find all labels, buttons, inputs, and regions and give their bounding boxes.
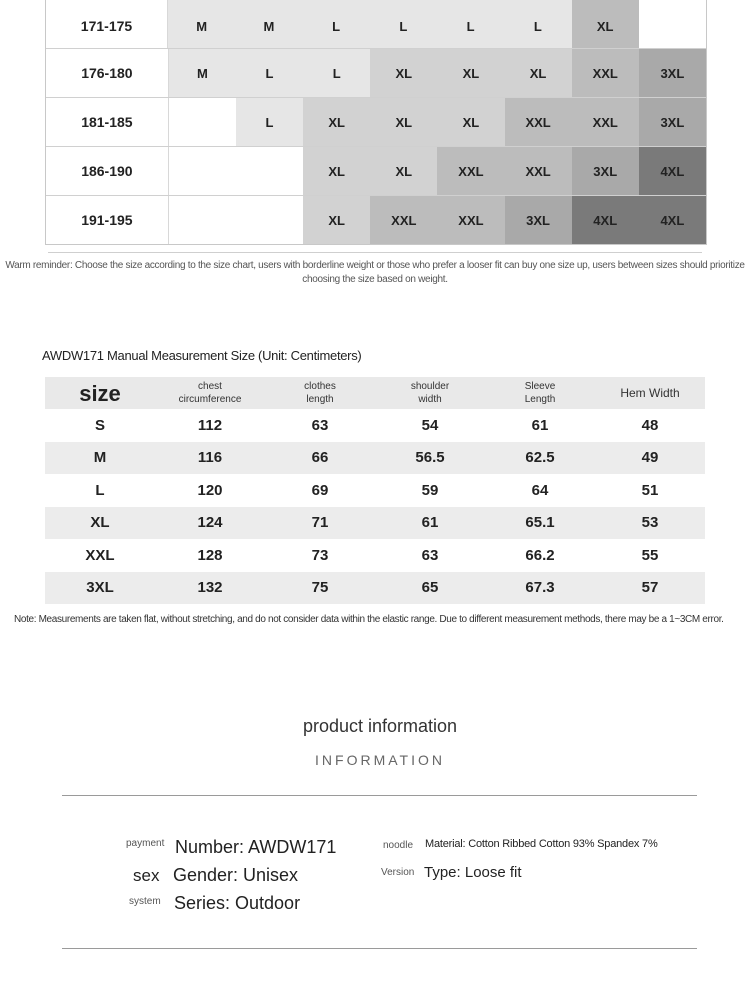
size-grid-cell: XXL — [370, 196, 437, 244]
measurement-cell: XL — [90, 514, 110, 532]
measurement-header-text: size — [79, 380, 121, 406]
measurement-cell: 61 — [421, 514, 439, 532]
size-grid-cell: 3XL — [505, 196, 572, 244]
size-grid-cell: XXL — [437, 147, 504, 195]
measurement-header-cell — [45, 377, 155, 409]
size-recommendation-grid — [45, 0, 707, 245]
measurement-header-text: length — [306, 394, 334, 405]
size-grid-cell: 3XL — [639, 98, 706, 146]
size-grid-cell: XL — [437, 98, 504, 146]
size-grid-cell: XXL — [505, 147, 572, 195]
height-range-label: 191-195 — [46, 196, 169, 244]
size-grid-cell — [639, 0, 706, 48]
size-grid-cell — [236, 196, 303, 244]
size-grid-cell: 3XL — [639, 49, 706, 97]
measurement-cell: 51 — [641, 481, 659, 499]
measurement-header-cell — [595, 377, 705, 409]
size-grid-row — [46, 147, 706, 196]
measurement-cell: 75 — [311, 579, 329, 597]
size-grid-cell: M — [169, 49, 236, 97]
size-grid-cell: 3XL — [572, 147, 639, 195]
measurement-cell: 48 — [641, 416, 659, 434]
size-grid-row — [46, 0, 706, 49]
measurement-row — [45, 474, 705, 507]
measurement-header-text: chest — [198, 381, 222, 392]
measurement-cell: 120 — [197, 481, 223, 499]
measurement-cell: 64 — [531, 481, 549, 499]
value-type: Type: Loose fit — [424, 864, 522, 881]
measurement-body — [45, 409, 705, 604]
measurement-table — [45, 377, 705, 604]
measurement-cell: 66.2 — [525, 546, 555, 564]
measurement-header-text: circumference — [178, 394, 242, 405]
measurement-cell: 132 — [197, 579, 223, 597]
measurement-header-text: clothes — [304, 381, 336, 392]
product-info-title: product information — [302, 716, 458, 736]
label-noodle: noodle — [383, 840, 414, 851]
measurement-header-cell — [155, 377, 265, 409]
size-grid-cell — [169, 196, 236, 244]
measurement-cell: 57 — [641, 579, 659, 597]
measurement-cell: L — [95, 481, 105, 499]
divider — [62, 795, 697, 796]
size-grid-cell: 4XL — [572, 196, 639, 244]
size-grid-cell: L — [236, 49, 303, 97]
measurement-cell: 65.1 — [525, 514, 555, 532]
measurement-cell: 128 — [197, 546, 223, 564]
size-grid-cell: L — [303, 49, 370, 97]
warm-reminder-line1: Warm reminder: Choose the size according to the size chart, users with borderline weight or those who prefer a looser fit can buy one size up, users between sizes should prioritize — [5, 260, 745, 271]
height-range-label: 186-190 — [46, 147, 169, 195]
value-number: Number: AWDW171 — [175, 837, 337, 857]
measurement-cell: 49 — [641, 449, 659, 467]
measurement-cell: 3XL — [86, 579, 114, 597]
measurement-cell: 54 — [421, 416, 439, 434]
measurement-cell: S — [94, 416, 105, 434]
measurement-cell: 67.3 — [525, 579, 555, 597]
label-payment: payment — [126, 838, 165, 849]
size-grid-row — [46, 98, 706, 147]
size-grid-cell: 4XL — [639, 147, 706, 195]
measurement-cell: 63 — [311, 416, 329, 434]
size-grid-cell: L — [437, 0, 504, 48]
measurement-header-cell — [485, 377, 595, 409]
value-gender: Gender: Unisex — [173, 865, 299, 885]
divider — [48, 252, 702, 253]
measurement-cell: 71 — [311, 514, 329, 532]
measurement-header-text: Sleeve — [524, 381, 556, 392]
size-grid-cell — [236, 147, 303, 195]
size-grid-cell: L — [303, 0, 370, 48]
size-grid-cell: XL — [572, 0, 639, 48]
size-grid-cell — [169, 147, 236, 195]
size-grid-cell: L — [504, 0, 571, 48]
measurement-cell: 116 — [197, 449, 223, 467]
product-info-subtitle: INFORMATION — [315, 752, 445, 768]
measurement-row — [45, 507, 705, 540]
size-grid-cell: XL — [370, 49, 437, 97]
size-grid-cell: XL — [505, 49, 572, 97]
measurement-cell: 73 — [311, 546, 329, 564]
measurement-row — [45, 442, 705, 475]
size-grid-cell: M — [168, 0, 235, 48]
measurement-row — [45, 572, 705, 605]
label-system: system — [129, 896, 161, 907]
measurement-header-text: Length — [524, 394, 556, 405]
divider — [62, 948, 697, 949]
size-grid-cell: XL — [303, 147, 370, 195]
size-grid-cell: XL — [370, 147, 437, 195]
measurement-cell: 65 — [421, 579, 439, 597]
size-grid-cell: XXL — [437, 196, 504, 244]
size-grid-cell: XXL — [505, 98, 572, 146]
value-material: Material: Cotton Ribbed Cotton 93% Spandex 7% — [425, 838, 658, 850]
measurement-cell: 61 — [531, 416, 549, 434]
value-series: Series: Outdoor — [174, 893, 301, 913]
measurement-header-text: shoulder — [410, 381, 450, 392]
height-range-label: 176-180 — [46, 49, 169, 97]
size-grid-cell: XL — [370, 98, 437, 146]
measurement-note: Note: Measurements are taken flat, without stretching, and do not consider data within the elastic range. Due to different measurement methods, there may be a 1~3CM error. — [14, 614, 724, 625]
measurement-cell: 66 — [311, 449, 329, 467]
measurement-header-cell — [375, 377, 485, 409]
warm-reminder-line2: choosing the size based on weight. — [302, 274, 448, 285]
measurement-cell: M — [93, 449, 107, 467]
measurement-cell: 62.5 — [525, 449, 555, 467]
measurement-title: AWDW171 Manual Measurement Size (Unit: Centimeters) — [42, 348, 362, 363]
size-grid-cell: 4XL — [639, 196, 706, 244]
size-grid-row — [46, 196, 706, 244]
measurement-header-text: width — [418, 394, 442, 405]
size-grid-cell: XL — [303, 98, 370, 146]
measurement-header-text: Hem Width — [620, 385, 680, 400]
size-grid-cell: L — [236, 98, 303, 146]
label-sex: sex — [133, 866, 160, 885]
measurement-header-row — [45, 377, 705, 409]
size-grid-cell: XL — [437, 49, 504, 97]
measurement-header-cell — [265, 377, 375, 409]
label-version: Version — [381, 867, 415, 878]
size-grid-cell: M — [235, 0, 302, 48]
size-grid-cell — [169, 98, 236, 146]
measurement-cell: 63 — [421, 546, 439, 564]
size-grid-cell: XXL — [572, 49, 639, 97]
size-grid-cell: L — [370, 0, 437, 48]
size-grid-cell: XXL — [572, 98, 639, 146]
size-grid-row — [46, 49, 706, 98]
size-grid-cell: XL — [303, 196, 370, 244]
height-range-label: 171-175 — [46, 0, 168, 48]
measurement-cell: 69 — [311, 481, 329, 499]
measurement-cell: 55 — [641, 546, 659, 564]
measurement-cell: 56.5 — [415, 449, 445, 467]
measurement-cell: XXL — [85, 546, 115, 564]
warm-reminder — [0, 259, 750, 287]
measurement-cell: 112 — [197, 416, 223, 434]
height-range-label: 181-185 — [46, 98, 169, 146]
measurement-cell: 59 — [421, 481, 439, 499]
measurement-cell: 53 — [641, 514, 659, 532]
measurement-row — [45, 409, 705, 442]
measurement-cell: 124 — [197, 514, 223, 532]
measurement-row — [45, 539, 705, 572]
